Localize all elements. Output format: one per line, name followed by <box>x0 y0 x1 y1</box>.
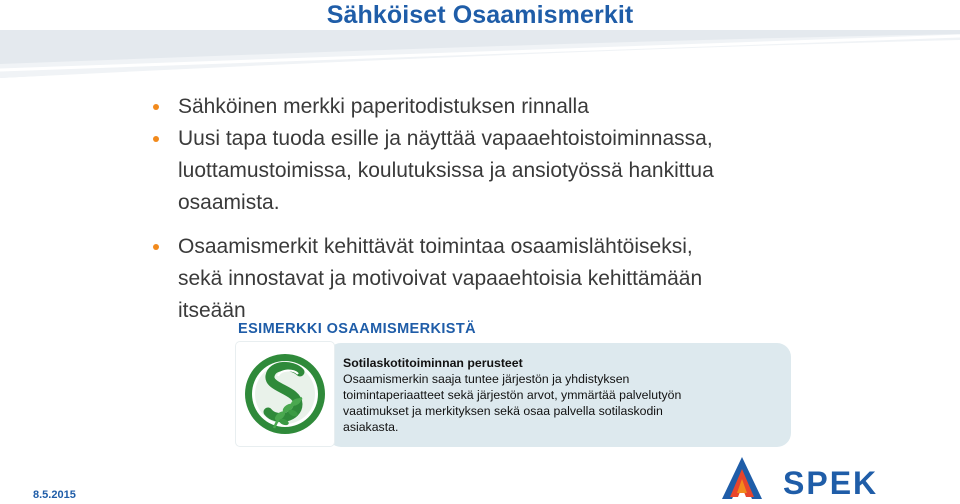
bullet-dot-icon <box>153 244 159 250</box>
bullet-item <box>150 123 850 219</box>
bullet-dot-icon <box>153 104 159 110</box>
bullet-item <box>150 231 850 327</box>
bullet-line: Sähköinen merkki paperitodistuksen rinnalla <box>178 95 589 118</box>
badge-logo <box>236 342 334 446</box>
sotilaskoti-s-leaf-icon <box>236 342 334 446</box>
bullet-dot-icon <box>153 136 159 142</box>
bullet-line: Uusi tapa tuoda esille ja näyttää vapaaehtoistoiminnassa, <box>178 127 713 150</box>
badge-description-line: toimintaperiaatteet sekä järjestön arvot, ymmärtää palvelutyön <box>343 388 682 402</box>
badge-text <box>343 355 783 435</box>
bullet-line: Osaamismerkit kehittävät toimintaa osaamislähtöiseksi, <box>178 235 693 258</box>
badge-description-line: vaatimukset ja merkityksen sekä osaa palvella sotilaskodin <box>343 404 663 418</box>
bullet-line: itseään <box>178 299 246 322</box>
bullet-line: sekä innostavat ja motivoivat vapaaehtoisia kehittämään <box>178 267 703 290</box>
bullet-list <box>150 91 850 327</box>
spek-logo-text: SPEK <box>783 465 879 501</box>
examples-heading: ESIMERKKI OSAAMISMERKISTÄ <box>238 321 476 337</box>
badge-description-line: asiakasta. <box>343 420 399 434</box>
bullet-line: osaamista. <box>178 191 280 214</box>
bullet-line: luottamustoimissa, koulutuksissa ja ansiotyössä hankittua <box>178 159 714 182</box>
bullet-item <box>150 91 850 123</box>
badge-title: Sotilaskotitoiminnan perusteet <box>343 356 523 370</box>
footer-date: 8.5.2015 <box>33 489 76 501</box>
badge-description-line: Osaamismerkin saaja tuntee järjestön ja yhdistyksen <box>343 372 630 386</box>
slide-title: Sähköiset Osaamismerkit <box>326 1 634 29</box>
